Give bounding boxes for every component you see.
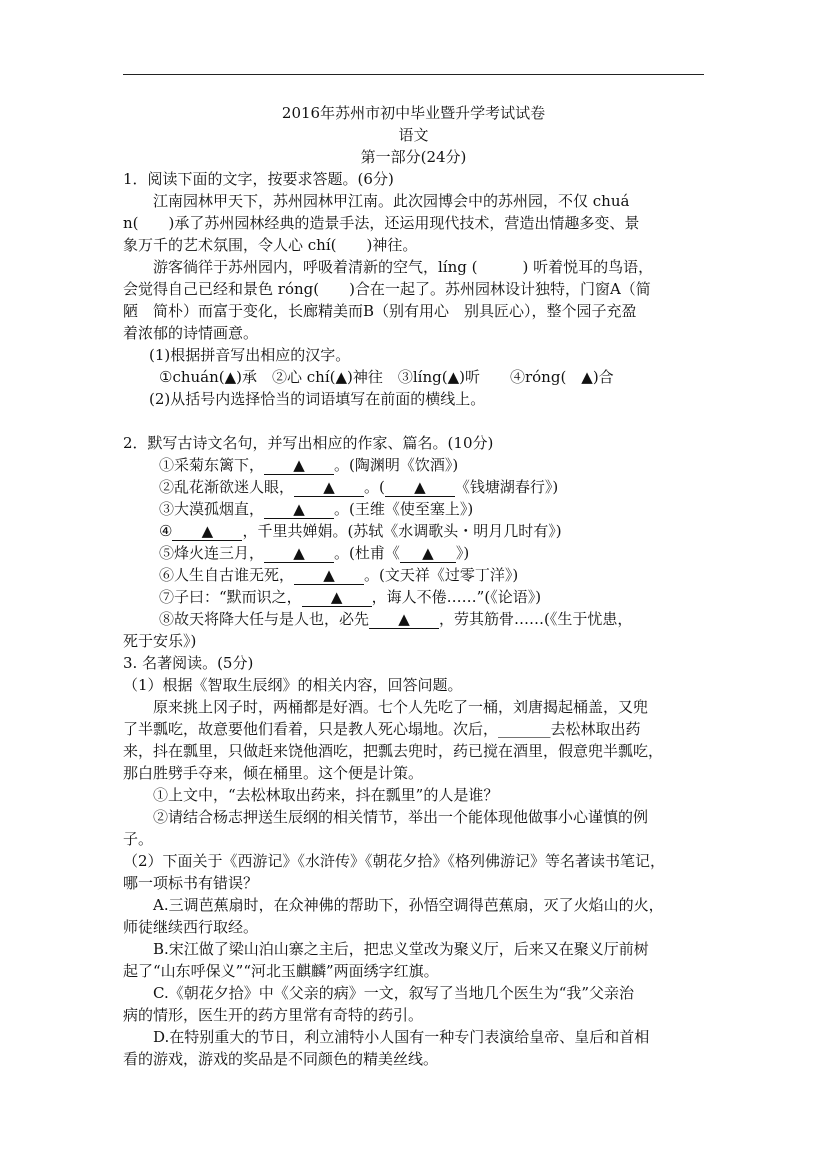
poem-line: ②乱花渐欲迷人眼， ▲ 。( ▲ 《钱塘湖春行》) <box>159 478 559 496</box>
answer-blank[interactable]: ▲ <box>264 501 334 519</box>
q1-stem: 1．阅读下面的文字，按要求答题。(6分) <box>123 170 394 188</box>
q1-task-1: (1)根据拼音写出相应的汉字。 <box>149 346 351 364</box>
subject-title: 语文 <box>398 126 429 144</box>
answer-blank[interactable]: ▲ <box>385 479 455 497</box>
poem-line-continued: 死于安乐》) <box>123 632 197 650</box>
q3-sub-1: （1）根据《智取生辰纲》的相关内容，回答问题。 <box>123 676 463 694</box>
option-b-cont: 起了“山东呼保义”“河北玉麒麟”两面绣字红旗。 <box>123 962 439 980</box>
q1-passage-line: 江南园林甲天下，苏州园林甲江南。此次园博会中的苏州园，不仅 chuá <box>153 192 630 210</box>
q3-stem: 3. 名著阅读。(5分) <box>123 654 254 672</box>
option-a: A.三调芭蕉扇时，在众神佛的帮助下，孙悟空调得芭蕉扇，灭了火焰山的火， <box>153 896 664 914</box>
answer-blank[interactable]: ▲ <box>264 545 334 563</box>
option-b: B.宋江做了梁山泊山寨之主后，把忠义堂改为聚义厅，后来又在聚义厅前树 <box>153 940 649 958</box>
q1-passage-line: 陋 简朴）而富于变化，长廊精美而B（别有用心 别具匠心），整个园子充盈 <box>123 302 637 320</box>
q3-passage-line: 了半瓢吃，故意要他们看着，只是教人死心塌地。次后，_______去松林取出药 <box>123 720 641 738</box>
q3-passage-line: 那白胜劈手夺来，倾在桶里。这个便是计策。 <box>123 764 424 782</box>
q1-passage-line: 会觉得自己已经和景色 róng( )合在一起了。苏州园林设计独特，门窗A（简 <box>123 280 651 298</box>
q3-question-2: ②请结合杨志押送生辰纲的相关情节，举出一个能体现他做事小心谨慎的例 <box>153 808 649 826</box>
q3-question-2-cont: 子。 <box>123 830 154 848</box>
option-a-cont: 师徒继续西行取经。 <box>123 918 259 936</box>
answer-blank[interactable]: ▲ <box>302 589 372 607</box>
q3-sub-2: （2）下面关于《西游记》《水浒传》《朝花夕拾》《格列佛游记》等名著读书笔记， <box>123 852 666 870</box>
poem-line: ①采菊东篱下， ▲ 。(陶渊明《饮酒》) <box>159 456 459 474</box>
exam-title: 2016年苏州市初中毕业暨升学考试试卷 <box>281 104 546 122</box>
poem-line: ⑤烽火连三月， ▲ 。(杜甫《 ▲ 》) <box>159 544 470 562</box>
q1-passage-line: n( )承了苏州园林经典的造景手法，还运用现代技术，营造出情趣多变、景 <box>123 214 640 232</box>
poem-line: ③大漠孤烟直， ▲ 。(王维《使至塞上》) <box>159 500 474 518</box>
q1-passage-line: 象万千的艺术氛围，令人心 chí( )神往。 <box>123 236 418 254</box>
q3-passage-line: 来，抖在瓢里，只做赶来饶他酒吃，把瓢去兜时，药已搅在酒里，假意兜半瓢吃， <box>123 742 664 760</box>
answer-blank[interactable]: ▲ <box>172 523 242 541</box>
exam-page <box>123 102 704 1070</box>
q1-passage-line: 游客徜徉于苏州园内，呼吸着清新的空气，líng ( ) 听着悦耳的鸟语， <box>153 258 654 276</box>
answer-blank[interactable]: ▲ <box>369 611 439 629</box>
answer-blank[interactable]: ▲ <box>264 457 334 475</box>
answer-blank[interactable]: ▲ <box>294 567 364 585</box>
poem-line: ⑥人生自古谁无死， ▲ 。(文天祥《过零丁洋》) <box>159 566 519 584</box>
option-d: D.在特别重大的节日，利立浦特小人国有一种专门表演给皇帝、皇后和首相 <box>153 1028 650 1046</box>
part-title: 第一部分(24分) <box>360 148 467 166</box>
q1-passage-line: 着浓郁的诗情画意。 <box>123 324 259 342</box>
q3-sub-2-cont: 哪一项标书有错误？ <box>123 874 259 892</box>
q3-passage-line: 原来挑上冈子时，两桶都是好酒。七个人先吃了一桶，刘唐揭起桶盖，又兜 <box>153 698 649 716</box>
q1-task-2: (2)从括号内选择恰当的词语填写在前面的横线上。 <box>149 390 486 408</box>
q3-question-1: ①上文中，“去松林取出药来，抖在瓢里”的人是谁？ <box>153 786 499 804</box>
answer-blank[interactable]: ▲ <box>400 545 456 563</box>
poem-line: ④ ▲ ，千里共婵娟。(苏轼《水调歌头・明月几时有》) <box>159 522 562 540</box>
q2-stem: 2．默写古诗文名句，并写出相应的作家、篇名。(10分) <box>123 434 494 452</box>
header-rule <box>123 74 704 75</box>
poem-line: ⑧故天将降大任与是人也，必先 ▲ ，劳其筋骨……(《生于忧患， <box>159 610 633 628</box>
option-c-cont: 病的情形，医生开的药方里常有奇特的药引。 <box>123 1006 424 1024</box>
option-d-cont: 看的游戏，游戏的奖品是不同颜色的精美丝线。 <box>123 1050 439 1068</box>
poem-line: ⑦子曰：“默而识之， ▲ ，诲人不倦……”(《论语》) <box>159 588 542 606</box>
answer-blank[interactable]: ▲ <box>294 479 364 497</box>
q1-pinyin-answers: ①chuán(▲)承 ②心 chí(▲)神往 ③líng(▲)听 ④róng( ▲)合 <box>159 368 614 386</box>
option-c: C.《朝花夕拾》中《父亲的病》一文，叙写了当地几个医生为“我”父亲治 <box>153 984 635 1002</box>
